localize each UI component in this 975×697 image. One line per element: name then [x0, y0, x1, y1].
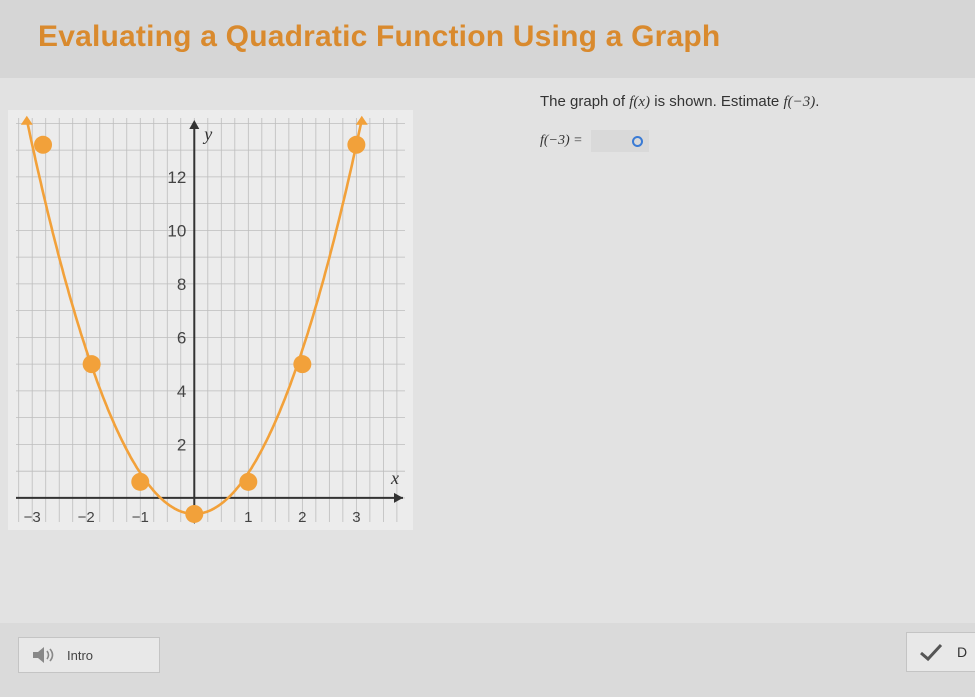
page-title: Evaluating a Quadratic Function Using a Graph: [38, 20, 721, 53]
data-point: [347, 136, 365, 154]
speaker-icon: [31, 646, 57, 664]
prompt-prefix: The graph of: [540, 93, 630, 110]
data-point: [83, 355, 101, 373]
prompt-target: f(−3): [783, 94, 816, 110]
prompt-function: f(x): [629, 94, 651, 110]
y-tick-label: 12: [167, 167, 187, 187]
y-tick-label: 10: [167, 221, 187, 241]
answer-label: f(−3) =: [540, 133, 583, 148]
x-tick-label: −2: [77, 508, 95, 526]
question-prompt: [540, 93, 819, 111]
done-button[interactable]: [906, 632, 975, 672]
x-tick-label: −1: [131, 508, 149, 526]
y-tick-label: 2: [176, 435, 187, 455]
x-tick-label: 2: [298, 508, 307, 526]
graph-svg: [8, 110, 413, 530]
prompt-suffix: .: [815, 93, 820, 110]
y-tick-label: 4: [176, 381, 187, 401]
data-point: [239, 473, 257, 491]
x-tick-label: 1: [244, 508, 253, 526]
plot-background: [8, 110, 413, 530]
intro-label: Intro: [67, 647, 94, 663]
data-point: [293, 355, 311, 373]
x-axis-label: x: [391, 467, 399, 488]
answer-input[interactable]: [591, 130, 649, 152]
y-tick-label: 8: [176, 274, 187, 294]
data-point: [185, 505, 203, 523]
x-tick-label: 3: [352, 508, 361, 526]
done-label: D: [957, 644, 968, 660]
data-point: [34, 136, 52, 154]
header-bar: [0, 0, 975, 78]
answer-row: [540, 130, 649, 152]
y-tick-label: 6: [176, 328, 187, 348]
prompt-middle: is shown. Estimate: [650, 93, 784, 110]
x-tick-label: −3: [23, 508, 41, 526]
data-point: [131, 473, 149, 491]
intro-button[interactable]: [18, 637, 160, 673]
quadratic-graph: [8, 110, 413, 530]
input-indicator-icon: [632, 136, 643, 147]
y-axis-label: y: [204, 124, 213, 144]
checkmark-icon: [919, 642, 943, 662]
